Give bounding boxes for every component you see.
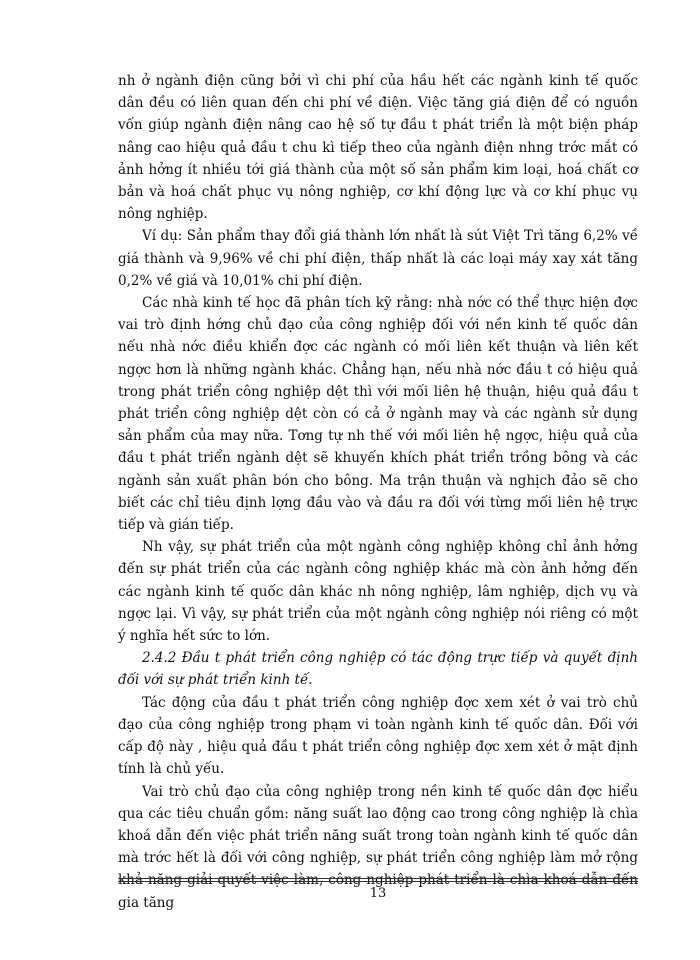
paragraph-economists: Các nhà kinh tế học đã phân tích kỹ rằng: nhà nớc có thể thực hiện đợc vai trò định hớng chủ đạo của công nghiệp đối với nền kinh tế quốc dân nếu nhà nớc điều khiển đợc các ngành có mối liên kết thuận và liên kết ngợc hơn là những ngành khác. Chẳng hạn, nếu nhà nớc đầu t có hiệu quả trong phát triển công nghiệp dệt thì với mối liên hệ thuận, hiệu quả đầu t phát triển công nghiệp dệt còn có cả ở ngành may và các ngành sử dụng sản phẩm của may nữa. Tơng tự nh thế với mối liên hệ ngợc, hiệu quả của đầu t phát triển ngành dệt sẽ khuyến khích phát triển trồng bông và các ngành sản xuất phân bón cho bông. Ma trận thuận và nghịch đảo sẽ cho biết các chỉ tiêu định lợng đầu vào và đầu ra đối với từng mối liên hệ trực tiếp và gián tiếp. — [118, 295, 638, 534]
section-heading: 2.4.2 Đầu t phát triển công nghiệp có tác động trực tiếp và quyết định đối với sự phát triển kinh tế. — [118, 650, 638, 689]
paragraph-example: Ví dụ: Sản phẩm thay đổi giá thành lớn nhất là sút Việt Trì tăng 6,2% về giá thành và 9,96% về chi phí điện, thấp nhất là các loại máy xay xát tăng 0,2% về giá và 10,01% chi phí điện. — [118, 228, 638, 289]
footer-divider — [118, 878, 638, 879]
paragraph-continuation: nh ở ngành điện cũng bởi vì chi phí của hầu hết các ngành kinh tế quốc dân đều có liên quan đến chi phí về điện. Việc tăng giá điện để có nguồn vốn giúp ngành điện nâng cao hệ số tự đầu t phát triển là một biện pháp nâng cao hiệu quả đầu t chu kì tiếp theo của ngành điện nhng trớc mắt có ảnh hởng ít nhiều tới giá thành của một số sản phẩm kim loại, hoá chất cơ bản và hoá chất phục vụ nông nghiệp, cơ khí động lực và cơ khí phục vụ nông nghiệp. — [118, 73, 638, 223]
paragraph-summary: Nh vậy, sự phát triển của một ngành công nghiệp không chỉ ảnh hởng đến sự phát triển của các ngành công nghiệp khác mà còn ảnh hởng đến các ngành kinh tế quốc dân khác nh nông nghiệp, lâm nghiệp, dịch vụ và ngợc lại. Vì vậy, sự phát triển của một ngành công nghiệp nói riêng có một ý nghĩa hết sức to lớn. — [118, 539, 638, 645]
paragraph-role: Vai trò chủ đạo của công nghiệp trong nền kinh tế quốc dân đợc hiểu qua các tiêu chuẩn gồm: năng suất lao động cao trong công nghiệp là chìa khoá dẫn đến việc phát triển năng suất trong toàn ngành kinh tế quốc dân mà trớc hết là đối với công nghiệp, sự phát triển công nghiệp làm mở rộng khả năng giải quyết việc làm, công nghiệp phát triển là chìa khoá dẫn đến gia tăng — [118, 783, 638, 911]
paragraph-impact: Tác động của đầu t phát triển công nghiệp đợc xem xét ở vai trò chủ đạo của công nghiệp trong phạm vi toàn ngành kinh tế quốc dân. Đối với cấp độ này , hiệu quả đầu t phát triển công nghiệp đợc xem xét ở mặt định tính là chủ yếu. — [118, 694, 638, 778]
page-number: 13 — [369, 886, 387, 901]
body-text — [118, 70, 638, 914]
footer-divider-secondary — [118, 881, 638, 882]
